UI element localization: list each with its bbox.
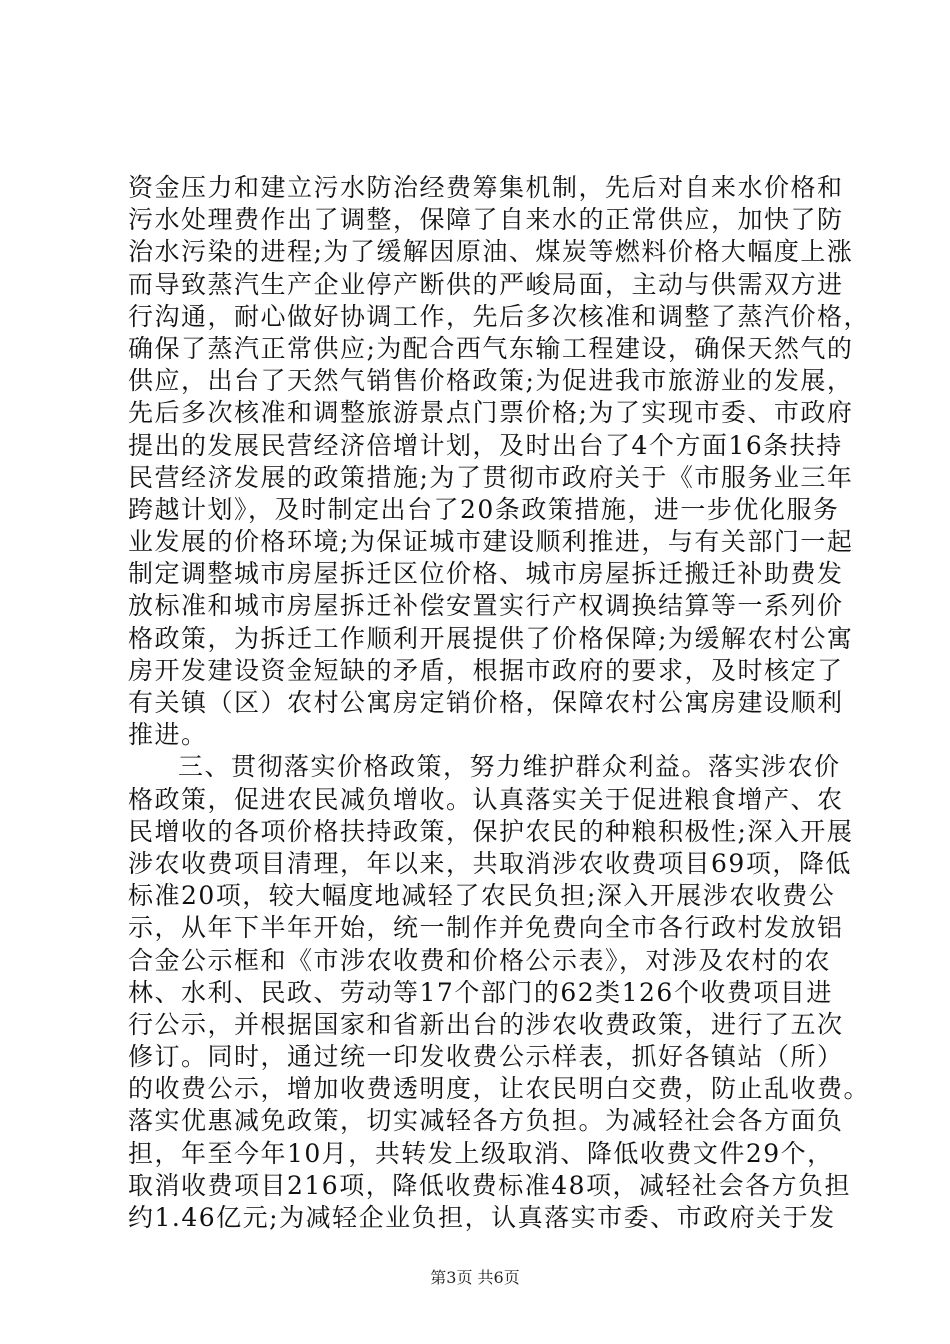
- page-footer: [0, 1268, 950, 1288]
- text-line: 行公示，并根据国家和省新出台的涉农收费政策，进行了五次: [128, 1009, 844, 1039]
- text-line: 民营经济发展的政策措施;为了贯彻市政府关于《市服务业三年: [128, 462, 854, 492]
- text-line: 约1.46亿元;为减轻企业负担，认真落实市委、市政府关于发: [128, 1203, 836, 1232]
- text-line: 而导致蒸汽生产企业停产断供的严峻局面，主动与供需双方进: [128, 269, 844, 299]
- text-line: 担，年至今年10月，共转发上级取消、降低收费文件29个，: [128, 1138, 834, 1168]
- text-line: 修订。同时，通过统一印发收费公示样表，抓好各镇站（所）: [128, 1042, 844, 1072]
- text-line: 业发展的价格环境;为保证城市建设顺利推进，与有关部门一起: [128, 527, 854, 557]
- text-line: 标准20项，较大幅度地减轻了农民负担;深入开展涉农收费公: [128, 881, 836, 911]
- text-line: 确保了蒸汽正常供应;为配合西气东输工程建设，确保天然气的: [128, 333, 854, 363]
- text-line: 落实优惠减免政策，切实减轻各方负担。为减轻社会各方面负: [128, 1106, 844, 1136]
- text-line: 格政策，为拆迁工作顺利开展提供了价格保障;为缓解农村公寓: [128, 623, 854, 653]
- text-line: 制定调整城市房屋拆迁区位价格、城市房屋拆迁搬迁补助费发: [128, 559, 844, 589]
- text-line: 涉农收费项目清理，年以来，共取消涉农收费项目69项，降低: [128, 848, 852, 878]
- page-number: 第3页 共6页: [430, 1268, 520, 1287]
- text-line: 跨越计划》，及时制定出台了20条政策措施，进一步优化服务: [128, 494, 840, 524]
- text-line: 林、水利、民政、劳动等17个部门的62类126个收费项目进: [128, 977, 833, 1007]
- text-line: 格政策，促进农民减负增收。认真落实关于促进粮食增产、农: [128, 784, 844, 814]
- text-line: 供应，出台了天然气销售价格政策;为促进我市旅游业的发展，: [128, 366, 854, 396]
- text-line: 取消收费项目216项，降低收费标准48项，减轻社会各方负担: [128, 1170, 852, 1200]
- text-line: 三、贯彻落实价格政策，努力维护群众利益。落实涉农价: [178, 752, 841, 782]
- text-line: 推进。: [128, 720, 208, 750]
- body-text: [128, 172, 871, 1234]
- text-line: 合金公示框和《市涉农收费和价格公示表》，对涉及农村的农: [128, 945, 832, 975]
- text-line: 污水处理费作出了调整，保障了自来水的正常供应，加快了防: [128, 205, 844, 235]
- text-line: 提出的发展民营经济倍增计划，及时出台了4个方面16条扶持: [128, 430, 843, 460]
- text-line: 民增收的各项价格扶持政策，保护农民的种粮积极性;深入开展: [128, 816, 854, 846]
- text-line: 治水污染的进程;为了缓解因原油、煤炭等燃料价格大幅度上涨: [128, 237, 854, 267]
- text-line: 的收费公示，增加收费透明度，让农民明白交费，防止乱收费。: [128, 1074, 871, 1104]
- text-line: 有关镇（区）农村公寓房定销价格，保障农村公寓房建设顺利: [128, 688, 844, 717]
- text-line: 房开发建设资金短缺的矛盾，根据市政府的要求，及时核定了: [128, 655, 844, 685]
- text-line: 行沟通，耐心做好协调工作，先后多次核准和调整了蒸汽价格，: [128, 301, 871, 331]
- text-line: 放标准和城市房屋拆迁补偿安置实行产权调换结算等一系列价: [128, 591, 844, 621]
- text-line: 先后多次核准和调整旅游景点门票价格;为了实现市委、市政府: [128, 398, 854, 428]
- text-line: 示，从年下半年开始，统一制作并免费向全市各行政村发放铝: [128, 913, 844, 943]
- text-line: 资金压力和建立污水防治经费筹集机制，先后对自来水价格和: [128, 173, 844, 202]
